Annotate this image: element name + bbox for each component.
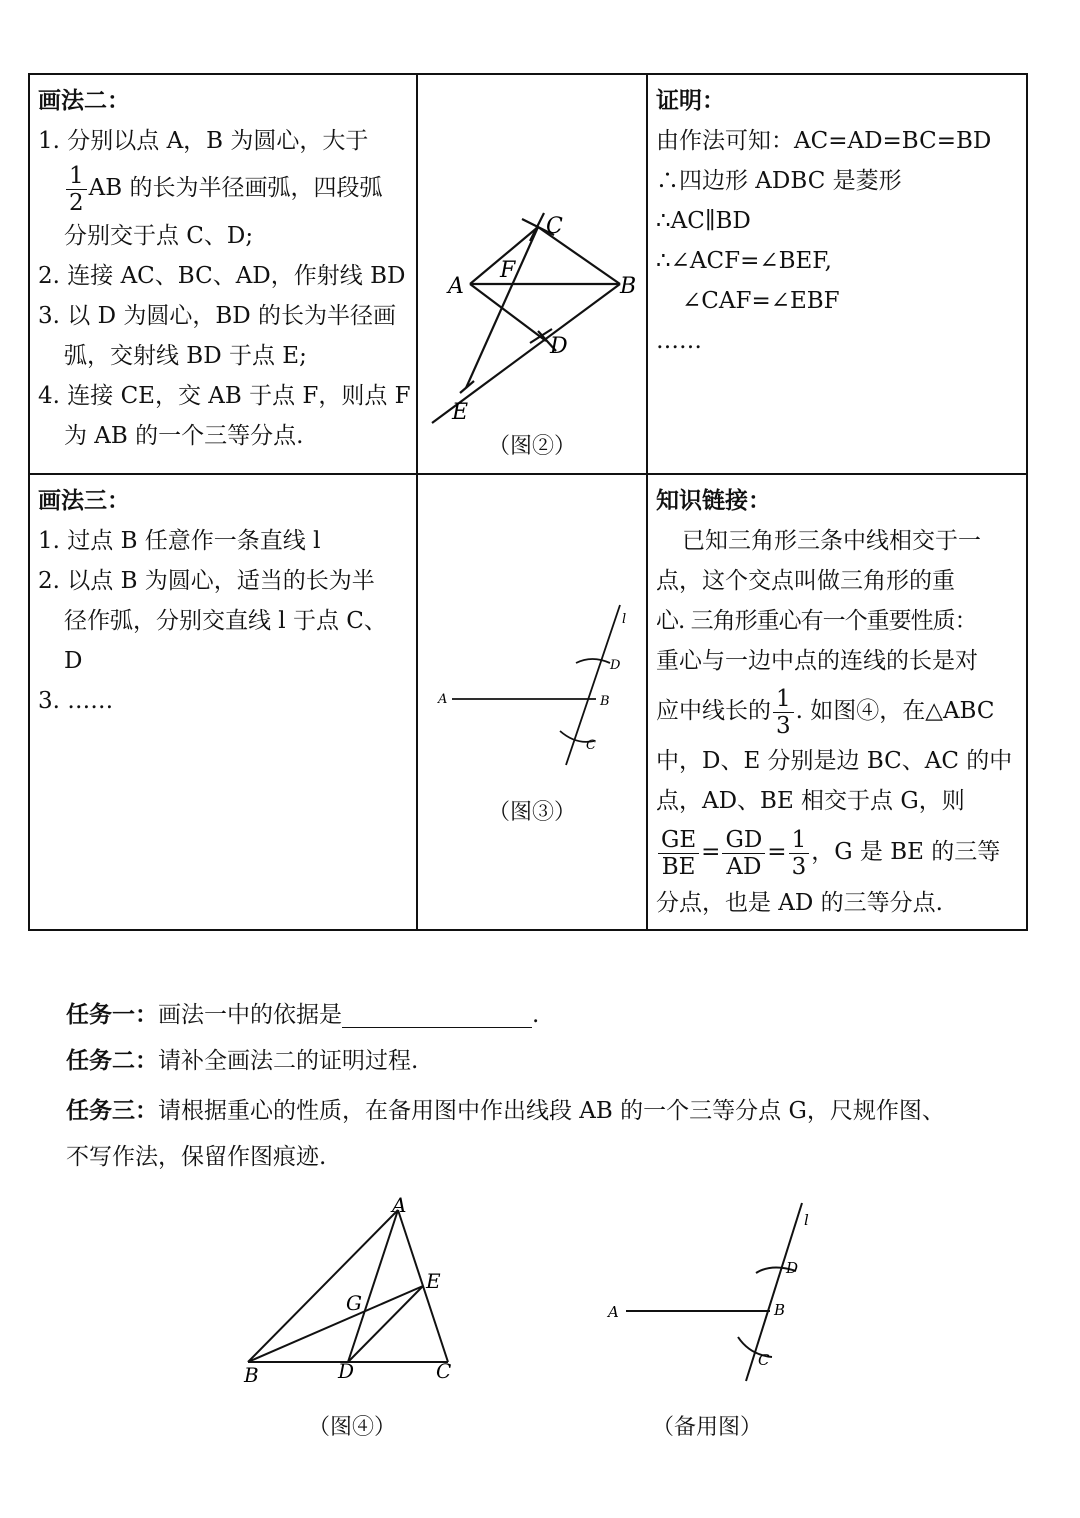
label-C: C (546, 214, 563, 239)
task-1: 任务一：画法一中的依据是 . (66, 992, 1026, 1038)
label-D: D (338, 1359, 355, 1383)
method3-line-4: D (64, 648, 83, 674)
fraction-one-third-b: $\frac{1}{3}$ (789, 827, 810, 880)
label-l: l (804, 1211, 809, 1229)
proof-cell (647, 74, 1027, 474)
segment-CE (466, 227, 538, 388)
arc-mark-E (460, 381, 474, 393)
method2-line-8: 为 AB 的一个三等分点. (64, 422, 304, 449)
method2-line-5: 3. 以 D 为圆心，BD 的长为半径画 (38, 302, 396, 329)
knowledge-cell (647, 474, 1027, 930)
method3-line-5: 3. …… (38, 688, 114, 714)
fraction-GE-BE: $\frac{GE}{BE}$ (658, 827, 699, 880)
method2-heading: 画法二： (38, 87, 130, 114)
proof-line-4: ∴∠ACF=∠BEF, (656, 248, 832, 274)
arc-mark-D (576, 659, 610, 663)
spare-figure-diagram (600, 1195, 820, 1395)
label-C: C (436, 1359, 452, 1383)
label-E: E (426, 1269, 441, 1293)
fraction-one-half: $\frac{1}{2}$ (66, 163, 87, 216)
figure3-caption: （图③） (487, 800, 576, 825)
knowledge-line-3: 心. 三角形重心有一个重要性质： (656, 608, 977, 634)
knowledge-line-1: 已知三角形三条中线相交于一 (682, 528, 981, 554)
method3-line-1: 1. 过点 B 任意作一条直线 l (38, 528, 321, 554)
method2-line-7: 4. 连接 CE，交 AB 于点 F，则点 F (38, 382, 411, 409)
figure2-diagram (426, 131, 637, 431)
label-D: D (786, 1259, 799, 1277)
label-l: l (622, 612, 627, 627)
method3-cell (29, 474, 417, 930)
median-BE (248, 1286, 423, 1362)
task-2: 任务二：请补全画法二的证明过程. (66, 1047, 419, 1074)
label-A: A (438, 692, 448, 707)
knowledge-line-7: 点，AD、BE 相交于点 G，则 (656, 788, 965, 814)
task-3: 任务三：请根据重心的性质，在备用图中作出线段 AB 的一个三等分点 G，尺规作图、 (66, 1097, 945, 1124)
method2-line-6: 弧，交射线 BD 于点 E; (64, 342, 307, 369)
label-C: C (586, 738, 596, 753)
fraction-GD-AD: $\frac{GD}{AD}$ (722, 827, 765, 880)
method2-line-3: 分别交于点 C、D; (64, 222, 254, 249)
knowledge-line-4: 重心与一边中点的连线的长是对 (656, 648, 978, 674)
knowledge-line-2: 点，这个交点叫做三角形的重 (656, 568, 955, 594)
figure4-caption: （图④） (308, 1415, 397, 1440)
method3-line-2: 2. 以点 B 为圆心，适当的长为半 (38, 568, 375, 594)
task1-answer-blank[interactable] (342, 997, 532, 1028)
line-l (746, 1203, 802, 1381)
figure3-diagram (426, 593, 631, 783)
proof-line-5: ∠CAF=∠EBF (682, 288, 840, 314)
knowledge-heading: 知识链接： (656, 487, 771, 514)
proof-line-3: ∴AC∥BD (656, 208, 751, 234)
proof-line-2: ∴四边形 ADBC 是菱形 (656, 168, 902, 194)
method3-heading: 画法三： (38, 487, 130, 514)
label-A: A (448, 274, 464, 299)
task-3-cont: 不写作法，保留作图痕迹. (66, 1144, 327, 1170)
label-F: F (500, 258, 516, 283)
method2-cell (29, 74, 417, 474)
method3-line-3: 径作弧，分别交直线 l 于点 C、 (64, 608, 387, 634)
median-AD (348, 1210, 398, 1362)
label-B: B (600, 694, 610, 709)
figure2-caption: （图②） (487, 434, 576, 459)
label-E: E (452, 400, 469, 425)
label-B: B (774, 1301, 786, 1319)
proof-heading: 证明： (656, 87, 725, 114)
knowledge-line-8: $\frac{GE}{BE}$ = $\frac{GD}{AD}$ = $\frac{1}{3}$ ，G 是 BE 的三等 (656, 821, 1018, 883)
figure4-diagram (236, 1193, 476, 1388)
label-C: C (758, 1351, 770, 1369)
side-AB (248, 1210, 398, 1362)
label-G: G (346, 1291, 362, 1315)
proof-line-1: 由作法可知：AC=AD=BC=BD (656, 128, 992, 154)
fraction-one-third: $\frac{1}{3}$ (773, 686, 794, 739)
knowledge-line-6: 中，D、E 分别是边 BC、AC 的中 (656, 748, 1013, 774)
methods-table (28, 73, 1028, 931)
figure3-cell (417, 474, 647, 930)
knowledge-line-9: 分点，也是 AD 的三等分点. (656, 890, 943, 916)
spare-figure-caption: （备用图） (652, 1415, 763, 1440)
label-B: B (620, 274, 637, 299)
method2-line-2: $\frac{1}{2}$ AB 的长为半径画弧，四段弧 (38, 161, 408, 216)
label-A: A (608, 1303, 619, 1321)
tasks-section (66, 992, 1026, 1180)
label-A: A (392, 1193, 407, 1217)
label-D: D (610, 658, 621, 673)
method2-line-4: 2. 连接 AC、BC、AD，作射线 BD (38, 262, 406, 289)
figure2-cell (417, 74, 647, 474)
method2-line-1: 1. 分别以点 A，B 为圆心，大于 (38, 128, 369, 154)
proof-line-6: …… (656, 328, 702, 354)
label-D: D (550, 334, 568, 359)
label-B: B (244, 1363, 259, 1387)
knowledge-line-5: 应中线长的 $\frac{1}{3}$ . 如图④，在△ABC (656, 685, 995, 739)
